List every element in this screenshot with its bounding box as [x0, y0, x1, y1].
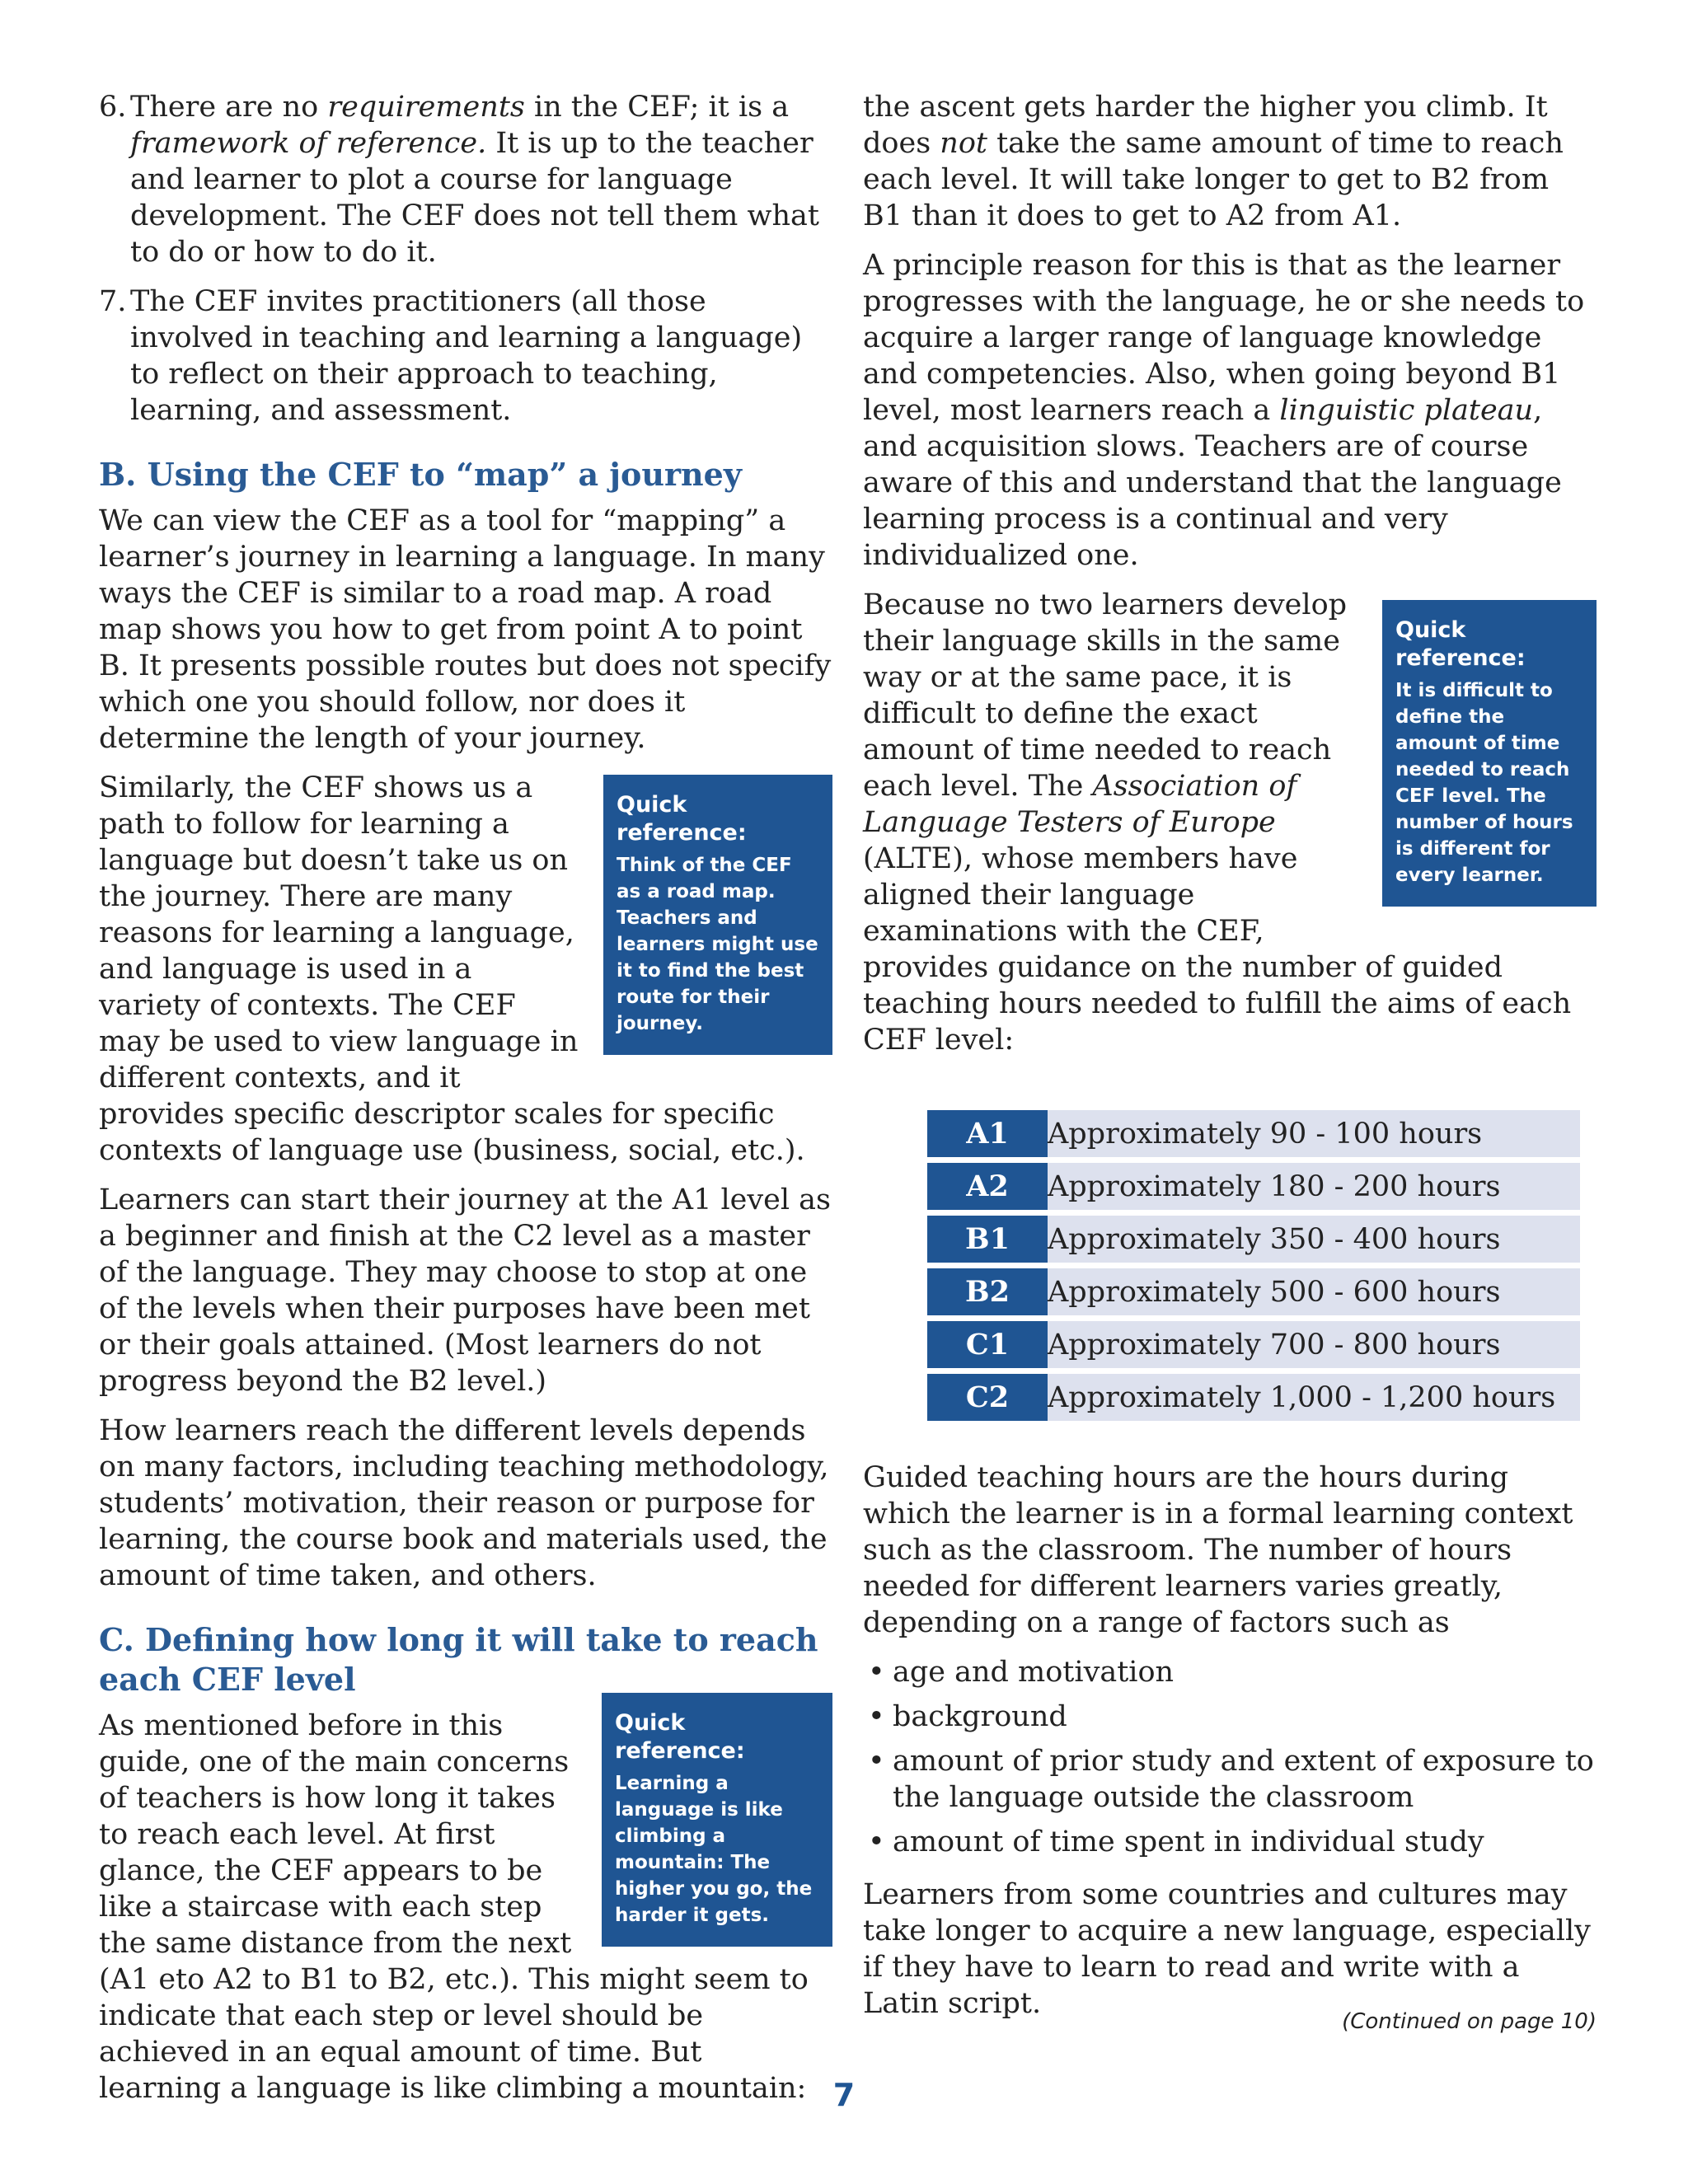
paragraph: Similarly, the CEF shows us a path to follow for learning a language but doesn’t take us on the journey. There are many reasons for learning a language, and language is used in a variety of contexts. The CEF may be used to view language in different contexts, and it provides specific descriptor scales for specific contexts of language use (business, social, etc.).	[99, 771, 805, 1167]
left-column	[99, 89, 832, 2120]
bullet-icon: •	[868, 1700, 885, 1733]
list-text: The CEF invites practitioners (all those involved in teaching and learning a language) to reflect on their approach to teaching, learning, and assessment.	[130, 285, 803, 427]
paragraph-text: Because no two learners develop their language skills in the same way or at the same pace, it is difficult to define the exact amount of time needed to reach each level. The	[863, 588, 1348, 803]
quick-reference-title: Quick reference:	[615, 1710, 745, 1764]
list-text: amount of time spent in individual study	[893, 1825, 1484, 1858]
list-number: 6.	[99, 91, 127, 124]
quick-reference-box	[1382, 600, 1597, 907]
list-item-6	[99, 89, 832, 270]
list-text: amount of prior study and extent of exposure to the language outside the classroom	[893, 1745, 1594, 1814]
quick-reference-box	[603, 775, 832, 1055]
quick-reference-title: Quick reference:	[617, 792, 747, 846]
hours-cell: Approximately 90 - 100 hours	[1048, 1110, 1580, 1157]
paragraph: Learners can start their journey at the A1 level as a beginner and finish at the C2 level as a master of the language. They may choose to stop at one of the levels when their purposes have been met or their goals attained. (Most learners do not progress beyond the B2 level.)	[99, 1183, 832, 1398]
list-text: It is up to the teacher and learner to plot a course for language development. The CEF does not tell them what to do or how to do it.	[130, 127, 819, 269]
bullet-icon: •	[868, 1745, 885, 1778]
list-number: 7.	[99, 285, 127, 318]
level-cell: B1	[927, 1216, 1048, 1263]
continued-note: (Continued on page 10)	[1342, 2009, 1597, 2034]
paragraph-text: the ascent gets harder the higher you climb. It does	[863, 91, 1548, 160]
emphasis-text: linguistic plateau	[1279, 394, 1534, 427]
level-cell: A2	[927, 1163, 1048, 1210]
quick-reference-title: Quick reference:	[1395, 617, 1526, 671]
list-text: in the CEF; it is a	[524, 91, 790, 124]
list-text: There are no	[130, 91, 328, 124]
paragraph: Learners from some countries and cultures may take longer to acquire a new language, especially if they have to learn to read and write with a Latin script.	[863, 1878, 1591, 2020]
quick-reference-box	[602, 1693, 832, 1947]
paragraph-text: , and acquisition slows. Teachers are of course aware of this and understand that the language learning process is a continual and very individualized one.	[863, 394, 1562, 572]
numbered-list	[99, 89, 832, 429]
table-row	[927, 1110, 1580, 1157]
hours-cell: Approximately 1,000 - 1,200 hours	[1048, 1374, 1580, 1421]
level-cell: B2	[927, 1268, 1048, 1315]
quick-reference-text: Learning a language is like climbing a mountain: The higher you go, the harder it gets.	[615, 1773, 813, 1926]
emphasis-text: Association of Language Testers of Europe	[863, 770, 1297, 839]
list-text: age and motivation	[893, 1656, 1175, 1689]
paragraph-text: take the same amount of time to reach each level. It will take longer to get to B2 from B1 than it does to get to A2 from A1.	[863, 127, 1564, 232]
paragraph: Guided teaching hours are the hours during which the learner is in a formal learning context such as the classroom. The number of hours needed for different learners varies greatly, depending on a range of factors such as	[863, 1461, 1573, 1639]
paragraph: We can view the CEF as a tool for “mapping” a learner’s journey in learning a language. In many ways the CEF is similar to a road map. A road map shows you how to get from point A to point B. It presents possible routes but does not specify which one you should follow, nor does it determine the length of your journey.	[99, 504, 832, 755]
hours-cell: Approximately 180 - 200 hours	[1048, 1163, 1580, 1210]
list-item-7	[99, 284, 832, 429]
section-heading-c: C. Defining how long it will take to reach each CEF level	[99, 1621, 818, 1698]
paragraph	[863, 247, 1597, 574]
emphasis-text: not	[940, 127, 987, 160]
quick-reference-text: It is difficult to define the amount of time needed to reach CEF level. The number of hours is different for every learner.	[1395, 680, 1573, 886]
table-row	[927, 1163, 1580, 1210]
list-item	[863, 1824, 1597, 1860]
list-text: background	[893, 1700, 1067, 1733]
level-cell: A1	[927, 1110, 1048, 1157]
hours-cell: Approximately 350 - 400 hours	[1048, 1216, 1580, 1263]
cef-hours-table	[927, 1104, 1580, 1427]
bullet-icon: •	[868, 1825, 885, 1858]
factor-list	[863, 1654, 1597, 1860]
table-row	[927, 1268, 1580, 1315]
table-row	[927, 1374, 1580, 1421]
table-row	[927, 1321, 1580, 1368]
paragraph-text: (ALTE), whose members have aligned their language examinations with the CEF, provides guidance on the number of guided teaching hours needed to fulfill the aims of each CEF level:	[863, 842, 1572, 1057]
emphasis-text: framework of reference.	[130, 127, 487, 160]
level-cell: C1	[927, 1321, 1048, 1368]
hours-cell: Approximately 500 - 600 hours	[1048, 1268, 1580, 1315]
list-item	[863, 1743, 1597, 1816]
list-item	[863, 1654, 1597, 1690]
page-number: 7	[832, 2077, 856, 2113]
hours-cell: Approximately 700 - 800 hours	[1048, 1321, 1580, 1368]
right-column	[863, 89, 1597, 2035]
paragraph	[863, 89, 1597, 234]
section-heading-b: B. Using the CEF to “map” a journey	[99, 456, 742, 493]
table-row	[927, 1216, 1580, 1263]
list-item	[863, 1699, 1597, 1735]
bullet-icon: •	[868, 1656, 885, 1689]
level-cell: C2	[927, 1374, 1048, 1421]
emphasis-text: requirements	[327, 91, 525, 124]
quick-reference-text: Think of the CEF as a road map. Teachers and learners might use it to find the best route for their journey.	[617, 855, 818, 1034]
paragraph: How learners reach the different levels depends on many factors, including teaching methodology, students’ motivation, their reason or purpose for learning, the course book and materials used, the amount of time taken, and others.	[99, 1414, 829, 1592]
paragraph: As mentioned before in this guide, one of the main concerns of teachers is how long it takes to reach each level. At first glance, the CEF appears to be like a staircase with each step the same distance from the next (A1 eto A2 to B1 to B2, etc.). This might seem to indicate that each step or level should be achieved in an equal amount of time. But learning a language is like climbing a mountain:	[99, 1709, 809, 2105]
paragraph-text: A principle reason for this is that as the learner progresses with the language, he or she needs to acquire a larger range of language knowledge and competencies. Also, when going beyond B1 level, most learners reach a	[863, 249, 1585, 427]
